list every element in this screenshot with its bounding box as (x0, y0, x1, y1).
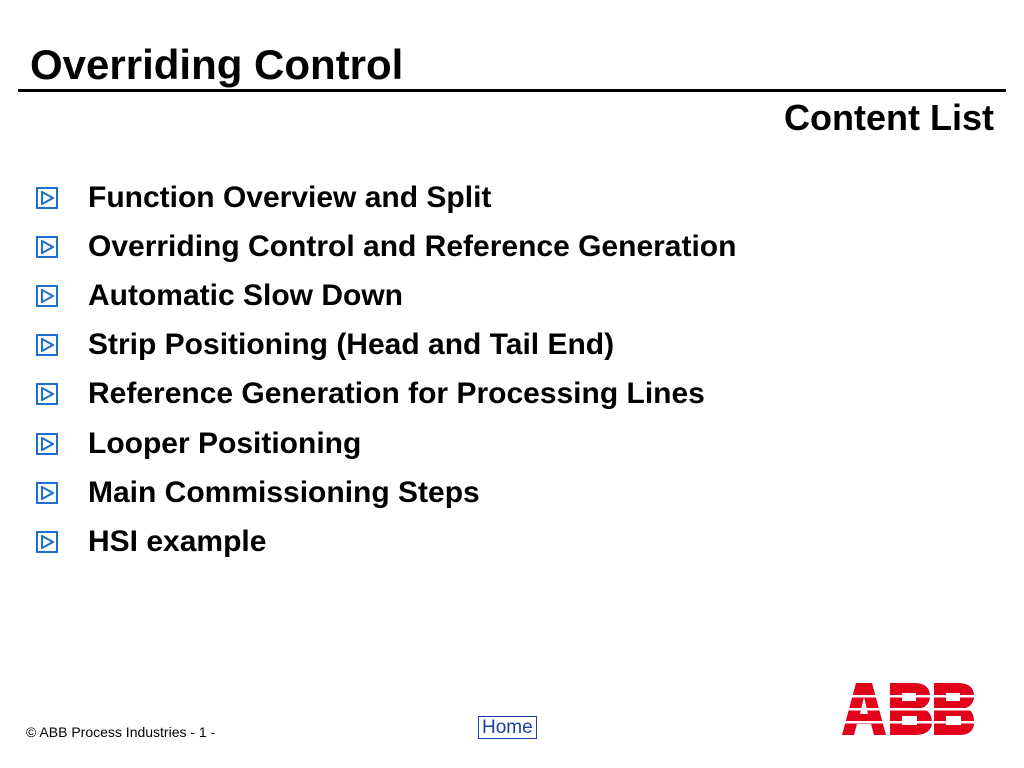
slide-subtitle: Content List (784, 97, 994, 138)
play-triangle-box-icon (36, 433, 58, 455)
content-list-item[interactable] (36, 321, 736, 370)
title-rule (18, 89, 1006, 92)
content-list-item-label: Reference Generation for Processing Lines (88, 377, 705, 411)
content-list-item-label: Main Commissioning Steps (88, 475, 480, 509)
slide-title: Overriding Control (30, 41, 404, 88)
content-list-item[interactable] (36, 468, 736, 517)
content-list-item[interactable] (36, 222, 736, 271)
content-list-item-label: Overriding Control and Reference Generation (88, 229, 737, 263)
content-list-item[interactable] (36, 173, 736, 222)
footer-copyright: © ABB Process Industries - 1 - (26, 724, 216, 740)
play-triangle-box-icon (36, 531, 58, 553)
content-list-item[interactable] (36, 370, 736, 419)
play-triangle-box-icon (36, 383, 58, 405)
content-list-item-label: Function Overview and Split (88, 180, 492, 214)
content-list-item-label: Looper Positioning (88, 426, 362, 460)
content-list-item[interactable] (36, 419, 736, 468)
play-triangle-box-icon (36, 285, 58, 307)
content-list-item-label: HSI example (88, 524, 267, 558)
play-triangle-box-icon (36, 187, 58, 209)
content-list-item[interactable] (36, 271, 736, 320)
content-list (36, 173, 736, 567)
play-triangle-box-icon (36, 236, 58, 258)
content-list-item-label: Strip Positioning (Head and Tail End) (88, 328, 615, 362)
content-list-item[interactable] (36, 517, 736, 566)
home-link[interactable]: Home (478, 716, 537, 739)
play-triangle-box-icon (36, 482, 58, 504)
content-list-item-label: Automatic Slow Down (88, 278, 403, 312)
play-triangle-box-icon (36, 334, 58, 356)
abb-logo (842, 683, 974, 737)
